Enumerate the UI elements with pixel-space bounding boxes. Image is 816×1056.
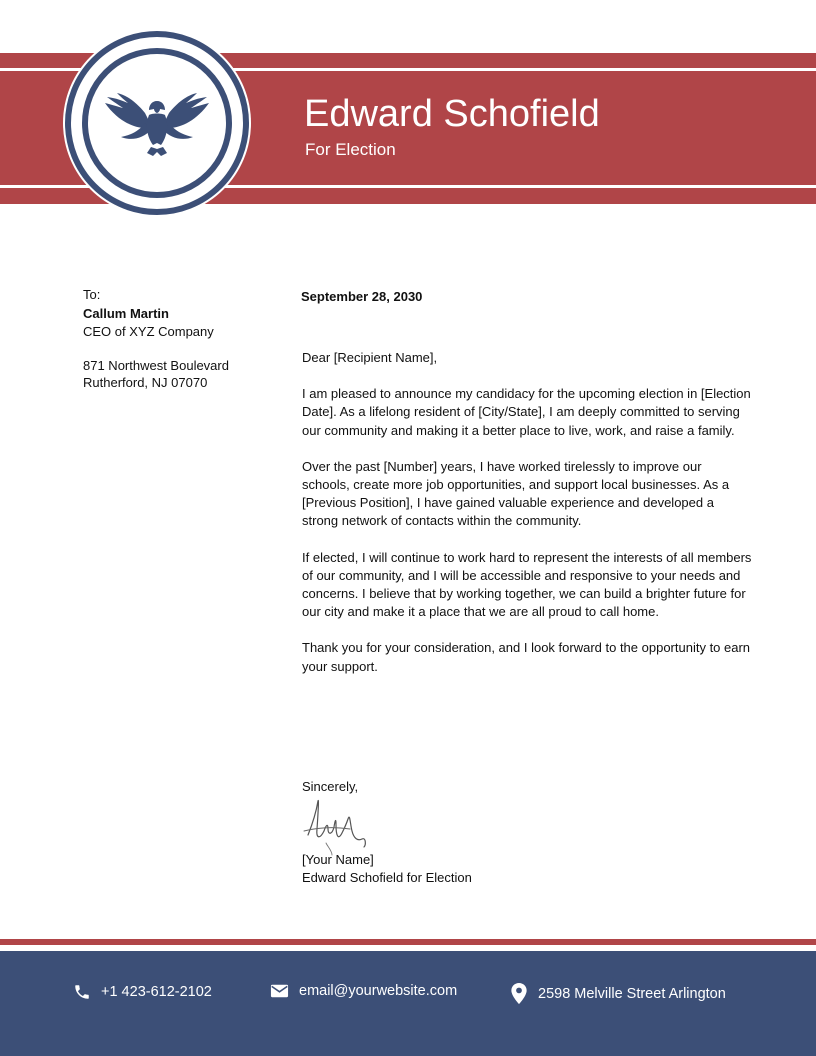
phone-icon (73, 983, 91, 1001)
letter-date: September 28, 2030 (301, 289, 423, 304)
recipient-title: CEO of XYZ Company (83, 324, 214, 339)
footer-stripe (0, 939, 816, 945)
recipient-address-line1: 871 Northwest Boulevard (83, 358, 229, 373)
eagle-emblem (61, 27, 253, 219)
footer (0, 951, 816, 1056)
footer-address[interactable] (511, 983, 726, 1004)
paragraph-4: Thank you for your consideration, and I look forward to the opportunity to earn your support. (302, 640, 751, 674)
greeting: Dear [Recipient Name], (302, 350, 438, 365)
location-pin-icon (511, 983, 527, 1004)
footer-phone[interactable] (73, 983, 212, 1001)
envelope-icon (270, 984, 289, 998)
email-text: email@yourwebsite.com (299, 983, 458, 999)
footer-email[interactable] (270, 983, 457, 999)
signer-name: [Your Name] (302, 852, 374, 867)
letter-body (302, 349, 752, 694)
recipient-address-line2: Rutherford, NJ 07070 (83, 375, 208, 390)
candidate-name: Edward Schofield (304, 93, 600, 135)
address-text: 2598 Melville Street Arlington (538, 985, 726, 1002)
paragraph-1: I am pleased to announce my candidacy for the upcoming election in [Election Date]. As a lifelong resident of [City/State], I am deeply committed to serving our community and making it a better place to live, work, and raise a family. (302, 386, 751, 438)
signer-organization: Edward Schofield for Election (302, 870, 472, 885)
recipient-name: Callum Martin (83, 306, 169, 321)
paragraph-3: If elected, I will continue to work hard to represent the interests of all members of our community, and I will be accessible and responsive to your needs and concerns. I believe that by working together, we can build a brighter future for our city and make it a place that we are all proud to call home. (302, 549, 752, 620)
paragraph-2: Over the past [Number] years, I have worked tirelessly to improve our schools, create more job opportunities, and support local businesses. As a [Previous Position], I have gained valuable experience and developed a strong network of contacts within the community. (302, 458, 730, 529)
signature (302, 795, 372, 857)
phone-text: +1 423-612-2102 (101, 984, 212, 1000)
closing: Sincerely, (302, 779, 359, 794)
candidate-subtitle: For Election (305, 140, 396, 159)
to-label: To: (83, 287, 101, 302)
